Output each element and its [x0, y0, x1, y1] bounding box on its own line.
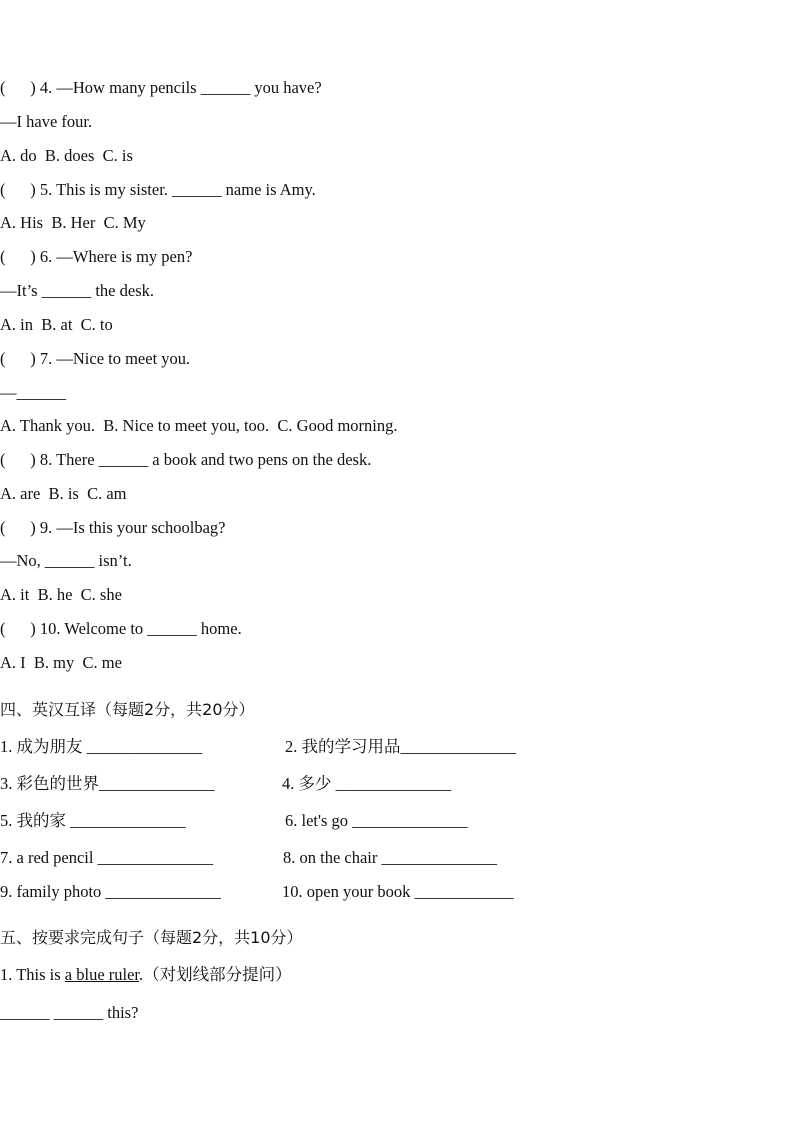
translation-item: 1. 成为朋友 ______________: [0, 737, 203, 756]
translation-item: 2. 我的学习用品______________: [285, 737, 516, 756]
rewrite-question-1: [0, 965, 292, 985]
question-5-options: A. His B. Her C. My: [0, 213, 146, 232]
translation-item: 3. 彩色的世界______________: [0, 774, 215, 793]
question-7: ( ) 7. —Nice to meet you.: [0, 349, 191, 368]
question-7-answer: —______: [0, 383, 66, 402]
translation-item: 6. let's go ______________: [285, 811, 468, 830]
rewrite-question-1-answer: ______ ______ this?: [0, 1003, 139, 1022]
question-9-options: A. it B. he C. she: [0, 585, 122, 604]
question-7-options: A. Thank you. B. Nice to meet you, too. C. Good morning.: [0, 416, 398, 435]
question-8-options: A. are B. is C. am: [0, 484, 127, 503]
translation-item: 7. a red pencil ______________: [0, 848, 214, 867]
rewrite-question-1-pre: 1. This is: [0, 965, 65, 984]
translation-item: 10. open your book ____________: [282, 882, 514, 901]
question-4: ( ) 4. —How many pencils ______ you have?: [0, 78, 322, 97]
translation-item: 5. 我的家 ______________: [0, 811, 186, 830]
translation-item: 4. 多少 ______________: [282, 774, 452, 793]
question-10: ( ) 10. Welcome to ______ home.: [0, 619, 242, 638]
translation-item: 9. family photo ______________: [0, 882, 221, 901]
section-4-title: 四、英汉互译（每题2分，共20分）: [0, 700, 255, 719]
translation-item: 8. on the chair ______________: [283, 848, 498, 867]
question-10-options: A. I B. my C. me: [0, 653, 122, 672]
question-9-answer: —No, ______ isn’t.: [0, 551, 132, 570]
section-5-title: 五、按要求完成句子（每题2分，共10分）: [0, 928, 303, 947]
question-9: ( ) 9. —Is this your schoolbag?: [0, 518, 226, 537]
question-6-options: A. in B. at C. to: [0, 315, 113, 334]
question-6: ( ) 6. —Where is my pen?: [0, 247, 193, 266]
question-8: ( ) 8. There ______ a book and two pens on the desk.: [0, 450, 372, 469]
rewrite-question-1-post: .（对划线部分提问）: [139, 965, 292, 984]
question-6-answer: —It’s ______ the desk.: [0, 281, 154, 300]
question-4-answer: —I have four.: [0, 112, 93, 131]
question-4-options: A. do B. does C. is: [0, 146, 133, 165]
question-5: ( ) 5. This is my sister. ______ name is Amy.: [0, 180, 316, 199]
underlined-phrase: a blue ruler: [64, 965, 140, 984]
